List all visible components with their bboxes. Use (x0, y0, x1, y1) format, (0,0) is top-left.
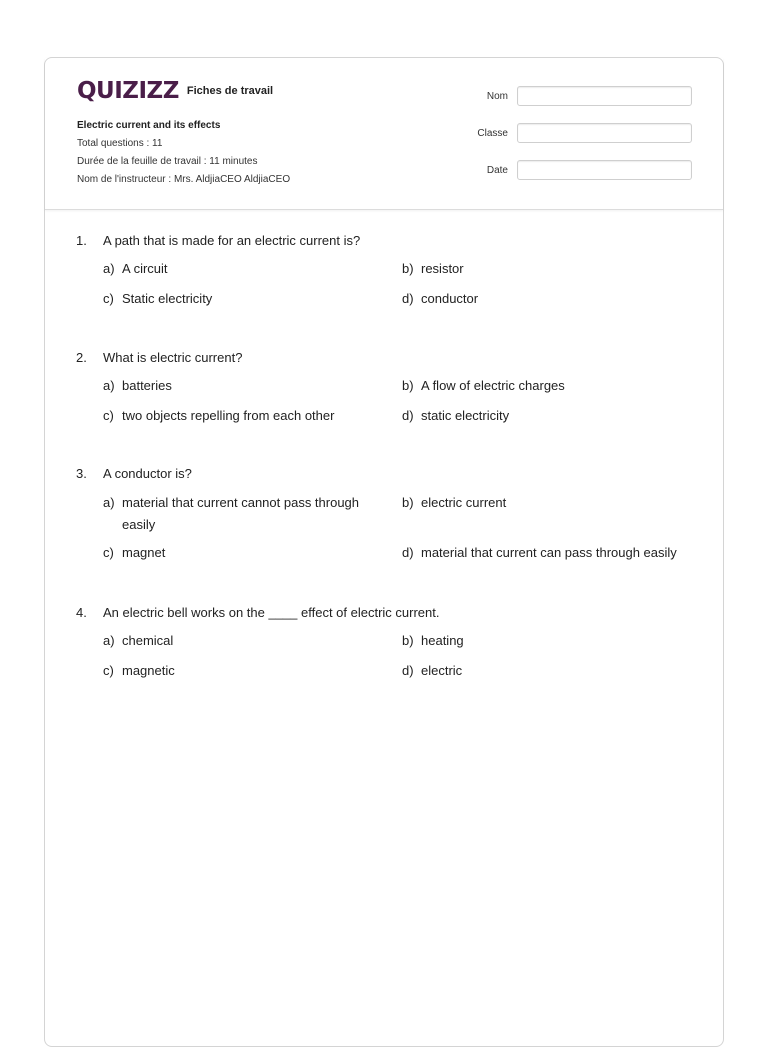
option-a (103, 258, 393, 280)
worksheet-meta (77, 117, 290, 189)
option-letter: b) (402, 378, 414, 393)
option-letter: d) (402, 408, 414, 423)
option-letter: c) (103, 291, 114, 306)
option-b (402, 375, 702, 397)
option-letter: a) (103, 633, 115, 648)
field-label-date: Date (486, 164, 508, 176)
worksheet-header (45, 58, 723, 210)
student-fields (462, 85, 692, 196)
worksheet-title: Electric current and its effects (77, 120, 221, 131)
option-letter: a) (103, 378, 115, 393)
option-d (402, 542, 702, 564)
classe-input[interactable] (517, 123, 692, 143)
question-text: A conductor is? (103, 466, 192, 481)
option-text: chemical (122, 633, 174, 648)
option-text: static electricity (421, 408, 510, 423)
option-text: electric current (421, 495, 507, 510)
quizizz-logo: QUIZIZZ (77, 78, 179, 104)
option-text: conductor (421, 291, 479, 306)
option-text: two objects repelling from each other (122, 408, 335, 423)
option-letter: b) (402, 495, 414, 510)
field-label-classe: Classe (477, 127, 508, 139)
option-letter: c) (103, 408, 114, 423)
question-number: 4. (76, 605, 87, 620)
option-letter: c) (103, 545, 114, 560)
option-text: electric (421, 663, 463, 678)
question-text: What is electric current? (103, 350, 243, 365)
worksheet-duration: Durée de la feuille de travail : 11 minutes (77, 156, 258, 167)
option-text: resistor (421, 261, 464, 276)
nom-input[interactable] (517, 86, 692, 106)
question-text: An electric bell works on the ____ effect of electric current. (103, 605, 440, 620)
option-letter: d) (402, 291, 414, 306)
option-letter: d) (402, 545, 414, 560)
instructor-name: Nom de l'instructeur : Mrs. AldjiaCEO AldjiaCEO (77, 174, 291, 185)
field-classe (462, 122, 692, 144)
option-letter: c) (103, 663, 114, 678)
option-letter: d) (402, 663, 414, 678)
option-b (402, 258, 702, 280)
option-letter: b) (402, 261, 414, 276)
question-number: 3. (76, 466, 87, 481)
option-text: material that current cannot pass through easily (122, 495, 360, 532)
option-text: magnetic (122, 663, 175, 678)
question-number: 1. (76, 233, 87, 248)
question-text: A path that is made for an electric current is? (103, 233, 361, 248)
option-b (402, 492, 702, 514)
worksheet-page (44, 57, 724, 1047)
option-letter: a) (103, 495, 115, 510)
option-d (402, 405, 702, 427)
option-text: batteries (122, 378, 172, 393)
option-c (103, 405, 393, 427)
option-c (103, 542, 393, 564)
option-d (402, 288, 702, 310)
option-a (103, 375, 393, 397)
option-c (103, 660, 393, 682)
option-text: Static electricity (122, 291, 213, 306)
date-input[interactable] (517, 160, 692, 180)
option-text: magnet (122, 545, 166, 560)
app-name: Fiches de travail (186, 84, 274, 97)
total-questions: Total questions : 11 (77, 138, 163, 149)
brand-row (77, 80, 273, 103)
option-c (103, 288, 393, 310)
field-date (462, 159, 692, 181)
option-letter: a) (103, 261, 115, 276)
option-a (103, 492, 383, 536)
option-b (402, 630, 702, 652)
option-text: A circuit (122, 261, 168, 276)
option-text: A flow of electric charges (421, 378, 565, 393)
option-a (103, 630, 393, 652)
option-text: heating (421, 633, 464, 648)
question-number: 2. (76, 350, 87, 365)
option-d (402, 660, 702, 682)
field-nom (462, 85, 692, 107)
field-label-nom: Nom (486, 90, 508, 102)
option-letter: b) (402, 633, 414, 648)
option-text: material that current can pass through easily (421, 545, 677, 560)
